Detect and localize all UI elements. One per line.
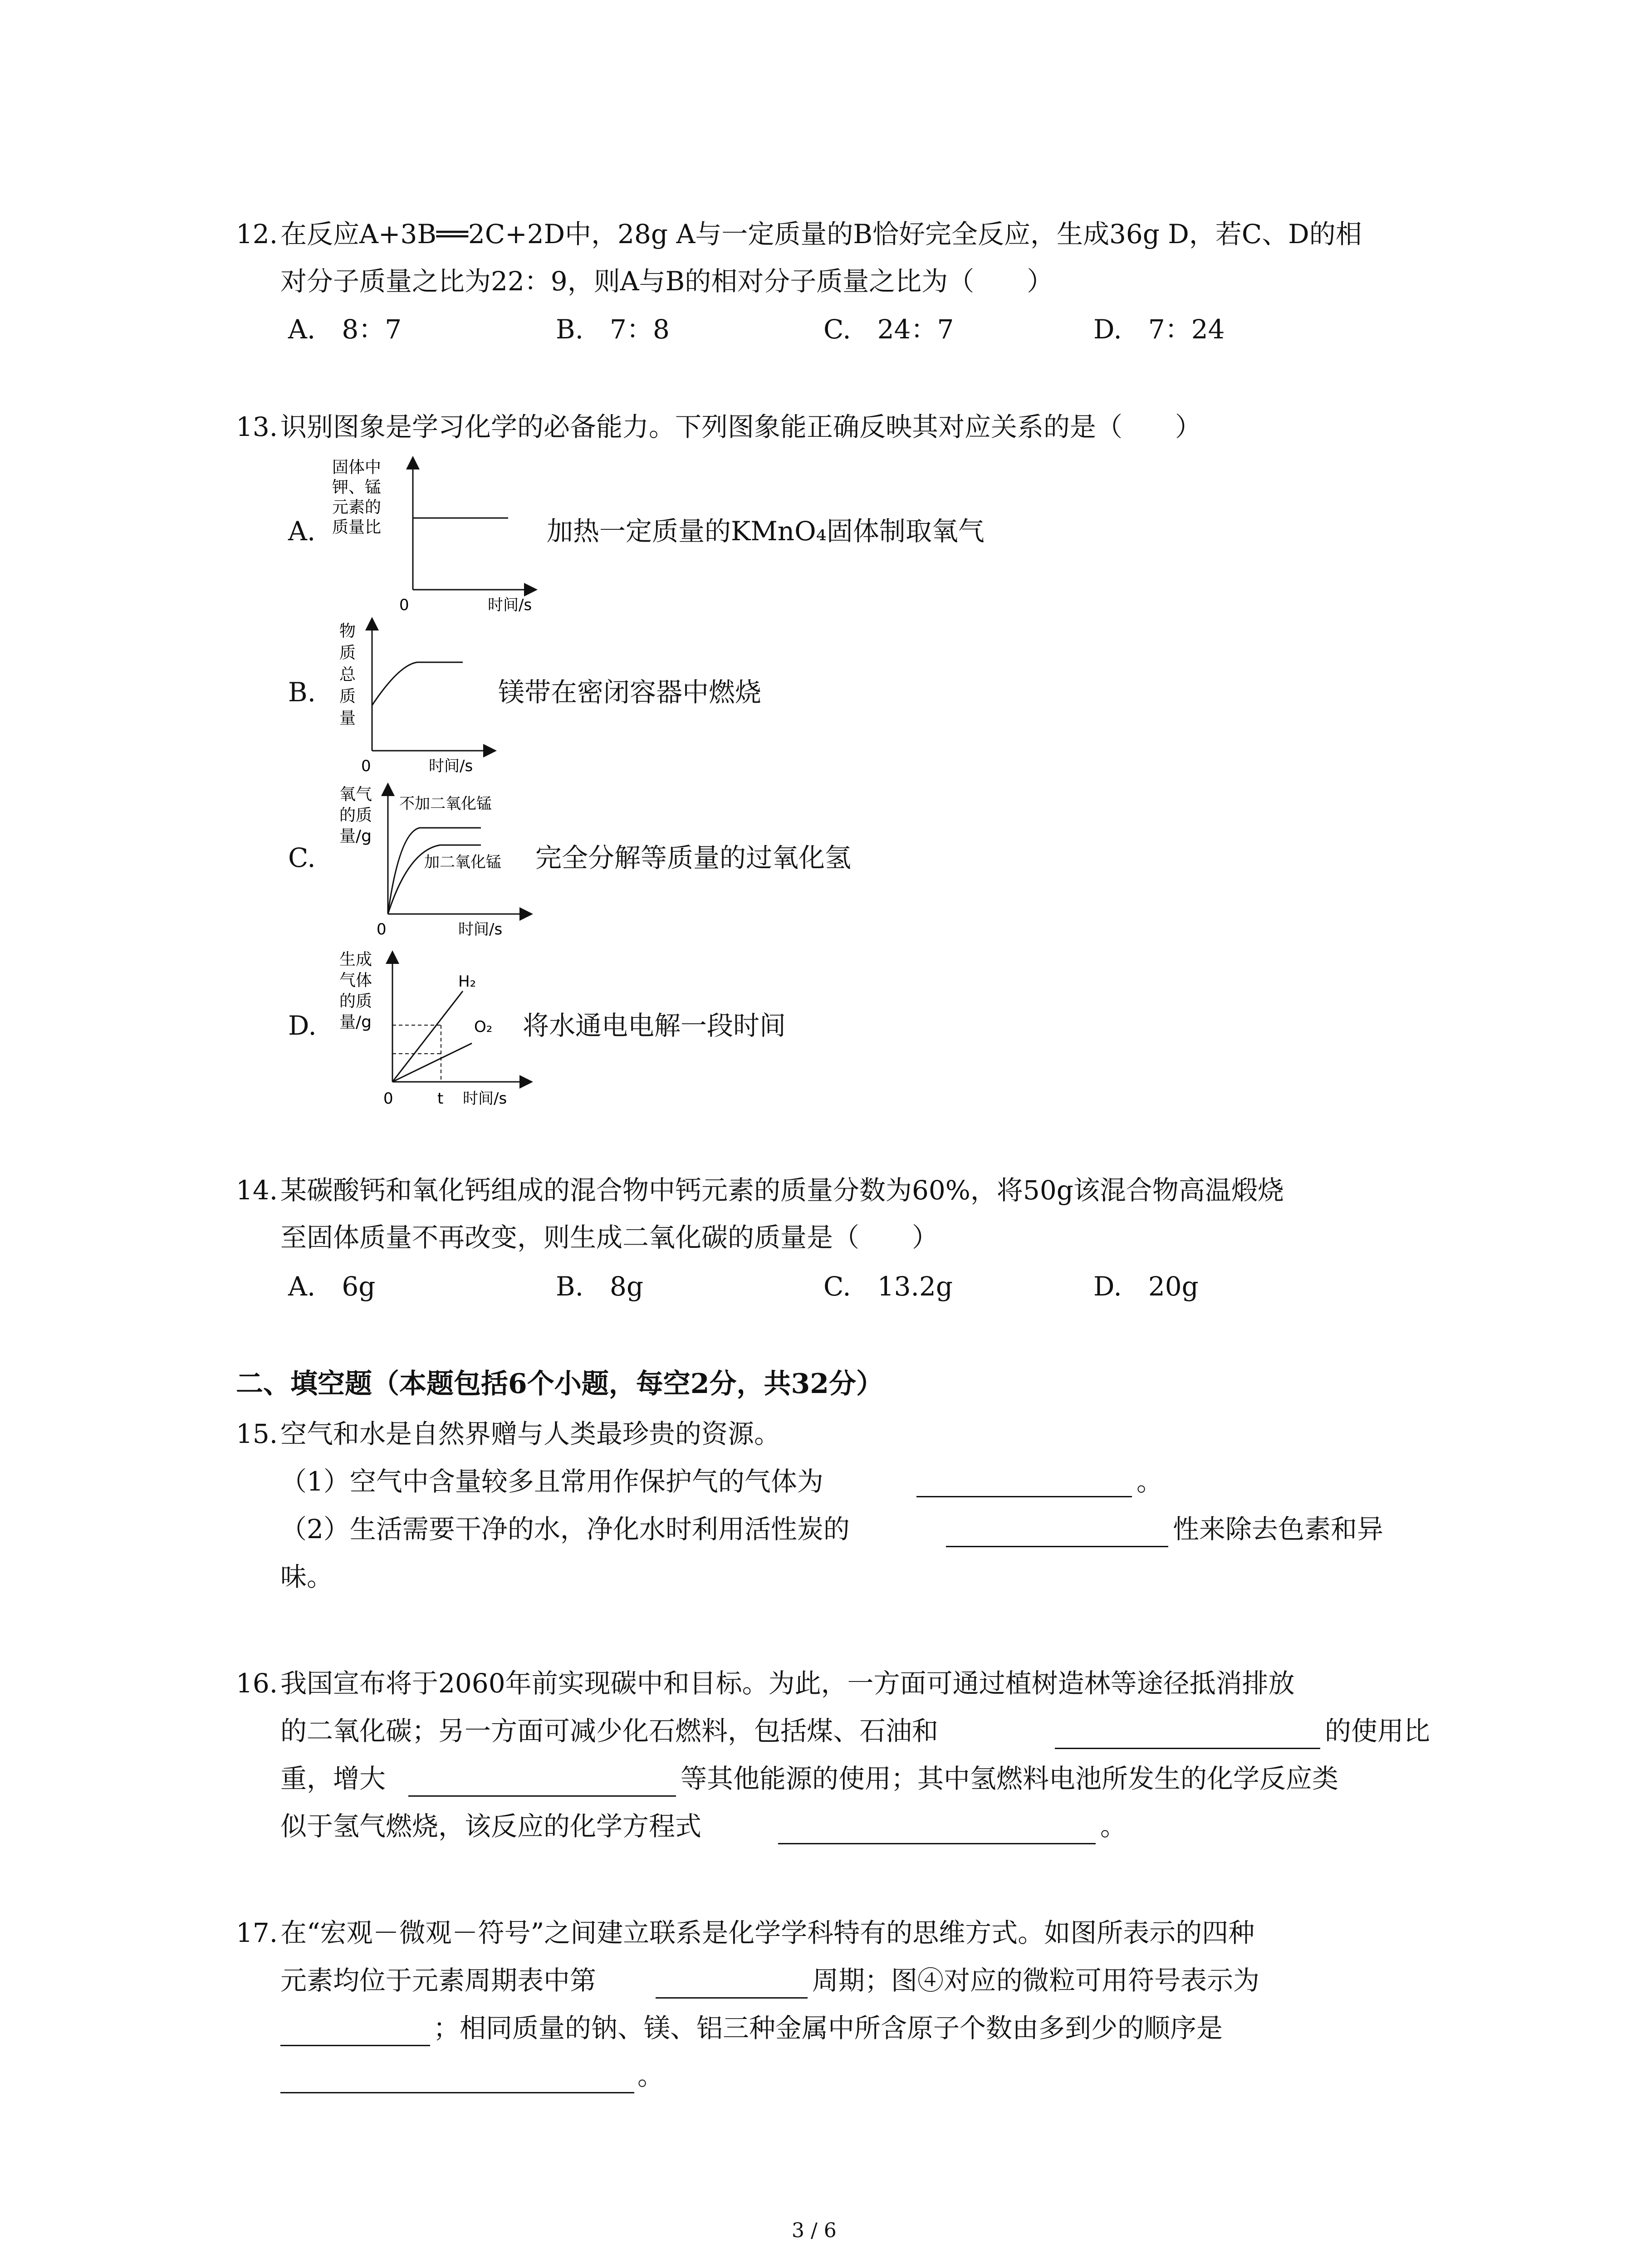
q13-graph-d-origin: 0 <box>383 1090 393 1108</box>
q16-line3b: 等其他能源的使用；其中氢燃料电池所发生的化学反应类 <box>681 1763 1339 1794</box>
q13-graph-c-origin: 0 <box>377 920 387 938</box>
q13-option-a-desc: 加热一定质量的KMnO₄固体制取氧气 <box>547 516 985 547</box>
q13-line1: 识别图象是学习化学的必备能力。下列图象能正确反映其对应关系的是（ ） <box>280 411 1202 442</box>
q15-sub1-end: 。 <box>1136 1466 1163 1497</box>
q13-graph-a-origin: 0 <box>399 596 409 614</box>
q14-number: 14. <box>236 1175 278 1206</box>
q12-number: 12. <box>236 219 278 249</box>
q16-number: 16. <box>236 1668 278 1699</box>
q13-graph-c-ylabel-2: 的质 <box>339 806 372 825</box>
q17-number: 17. <box>236 1917 278 1948</box>
q13-graph-c-curve-2-label: 加二氧化锰 <box>424 853 501 871</box>
q13-graph-b-curve <box>372 662 463 705</box>
q13-option-b-desc: 镁带在密闭容器中燃烧 <box>498 677 762 708</box>
q15-blank-2[interactable] <box>946 1546 1168 1547</box>
q13-graph-c-xlabel: 时间/s <box>458 920 503 938</box>
q13-graph-d-ylabel-3: 的质 <box>339 992 372 1011</box>
q12-option-a: A. 8：7 <box>288 314 402 345</box>
q13-option-a-label: A. <box>288 516 316 547</box>
q16-line4b: 。 <box>1100 1811 1127 1842</box>
q16-line2a: 的二氧化碳；另一方面可减少化石燃料，包括煤、石油和 <box>280 1716 939 1746</box>
q12-option-c: C. 24：7 <box>823 314 954 345</box>
q13-graph-c-ylabel-3: 量/g <box>339 827 372 846</box>
q13-graph-a-ylabel-1: 固体中 <box>332 458 382 477</box>
q14-option-b: B. 8g <box>556 1271 644 1302</box>
q15-number: 15. <box>236 1418 278 1449</box>
q14-option-c: C. 13.2g <box>823 1271 953 1302</box>
q16-blank-1[interactable] <box>1055 1748 1320 1749</box>
q13-graph-d-tick: t <box>437 1090 444 1108</box>
q12-option-d: D. 7：24 <box>1093 314 1225 345</box>
q13-graph-a-ylabel-4: 质量比 <box>332 518 382 537</box>
q16-blank-3[interactable] <box>778 1843 1096 1844</box>
q17-line1: 在“宏观－微观－符号”之间建立联系是化学学科特有的思维方式。如图所表示的四种 <box>280 1917 1255 1948</box>
q12-line1: 在反应A+3B══2C+2D中，28g A与一定质量的B恰好完全反应，生成36g D，若C、D的相 <box>280 219 1362 249</box>
q13-graph-d-ylabel-2: 气体 <box>339 971 372 990</box>
q13-graph-b-ylabel-1: 物 <box>339 622 356 640</box>
q13-option-b-label: B. <box>288 677 316 708</box>
q13-graph-a-ylabel-3: 元素的 <box>332 498 382 517</box>
q13-graph-d-ylabel-1: 生成 <box>339 950 372 969</box>
q16-line3a: 重，增大 <box>280 1763 386 1794</box>
q13-graph-d-line-1 <box>392 991 463 1082</box>
q13-option-d-desc: 将水通电电解一段时间 <box>523 1010 786 1041</box>
q13-graph-a-xlabel: 时间/s <box>488 596 532 614</box>
q13-graph-c-curve-1-label: 不加二氧化锰 <box>399 795 492 813</box>
page-number: 3 / 6 <box>792 2219 837 2242</box>
q17-blank-2[interactable] <box>280 2045 430 2046</box>
q13-graph-b-ylabel-2: 质 <box>339 644 356 662</box>
q17-line4: 。 <box>637 2060 664 2091</box>
q13-graph-b-ylabel-4: 质 <box>339 687 356 706</box>
q15-blank-1[interactable] <box>916 1496 1132 1497</box>
q14-option-a: A. 6g <box>288 1271 376 1302</box>
q14-line2: 至固体质量不再改变，则生成二氧化碳的质量是（ ） <box>280 1222 939 1253</box>
q15-line1: 空气和水是自然界赠与人类最珍贵的资源。 <box>280 1418 781 1449</box>
q13-number: 13. <box>236 411 278 442</box>
section-2-heading: 二、填空题（本题包括6个小题，每空2分，共32分） <box>236 1368 883 1400</box>
q13-option-c-label: C. <box>288 842 316 873</box>
q13-graph-d-xlabel: 时间/s <box>463 1090 507 1108</box>
q12-option-b: B. 7：8 <box>556 314 670 345</box>
q13-graph-b-ylabel-3: 总 <box>339 665 356 684</box>
q15-sub2: （2）生活需要干净的水，净化水时利用活性炭的 <box>280 1514 850 1545</box>
q13-graph-b-ylabel-5: 量 <box>339 709 356 728</box>
q16-line1: 我国宣布将于2060年前实现碳中和目标。为此，一方面可通过植树造林等途径抵消排放 <box>280 1668 1295 1699</box>
q16-line2b: 的使用比 <box>1325 1716 1430 1746</box>
q13-graph-d-line-2 <box>392 1043 472 1082</box>
q13-graph-d-ylabel-4: 量/g <box>339 1013 372 1031</box>
q14-line1: 某碳酸钙和氧化钙组成的混合物中钙元素的质量分数为60%，将50g该混合物高温煅烧 <box>280 1175 1284 1206</box>
q16-blank-2[interactable] <box>408 1795 676 1797</box>
q13-option-c-desc: 完全分解等质量的过氧化氢 <box>535 842 852 873</box>
q15-sub1: （1）空气中含量较多且常用作保护气的气体为 <box>280 1466 823 1497</box>
q17-blank-3[interactable] <box>280 2092 634 2093</box>
q13-graph-c-ylabel-1: 氧气 <box>339 785 372 804</box>
q13-option-d-label: D. <box>288 1010 317 1041</box>
q13-graph-b-origin: 0 <box>361 757 371 775</box>
q13-graph-d-line-1-label: H₂ <box>458 973 476 991</box>
q15-sub2-line2: 味。 <box>280 1561 333 1592</box>
q17-line3b: ；相同质量的钠、镁、铝三种金属中所含原子个数由多到少的顺序是 <box>433 2013 1223 2043</box>
q16-line4a: 似于氢气燃烧，该反应的化学方程式 <box>280 1811 702 1842</box>
q13-graph-d-line-2-label: O₂ <box>474 1018 493 1036</box>
q13-graph-b-xlabel: 时间/s <box>429 757 473 775</box>
q17-blank-1[interactable] <box>656 1997 808 1999</box>
q17-line2a: 元素均位于元素周期表中第 <box>280 1965 597 1996</box>
q12-line2: 对分子质量之比为22：9，则A与B的相对分子质量之比为（ ） <box>280 266 1053 297</box>
q15-sub2-end: 性来除去色素和异 <box>1173 1514 1384 1545</box>
q14-option-d: D. 20g <box>1093 1271 1199 1302</box>
q13-graph-a-ylabel-2: 钾、锰 <box>332 478 382 497</box>
q17-line2b: 周期；图④对应的微粒可用符号表示为 <box>812 1965 1260 1996</box>
